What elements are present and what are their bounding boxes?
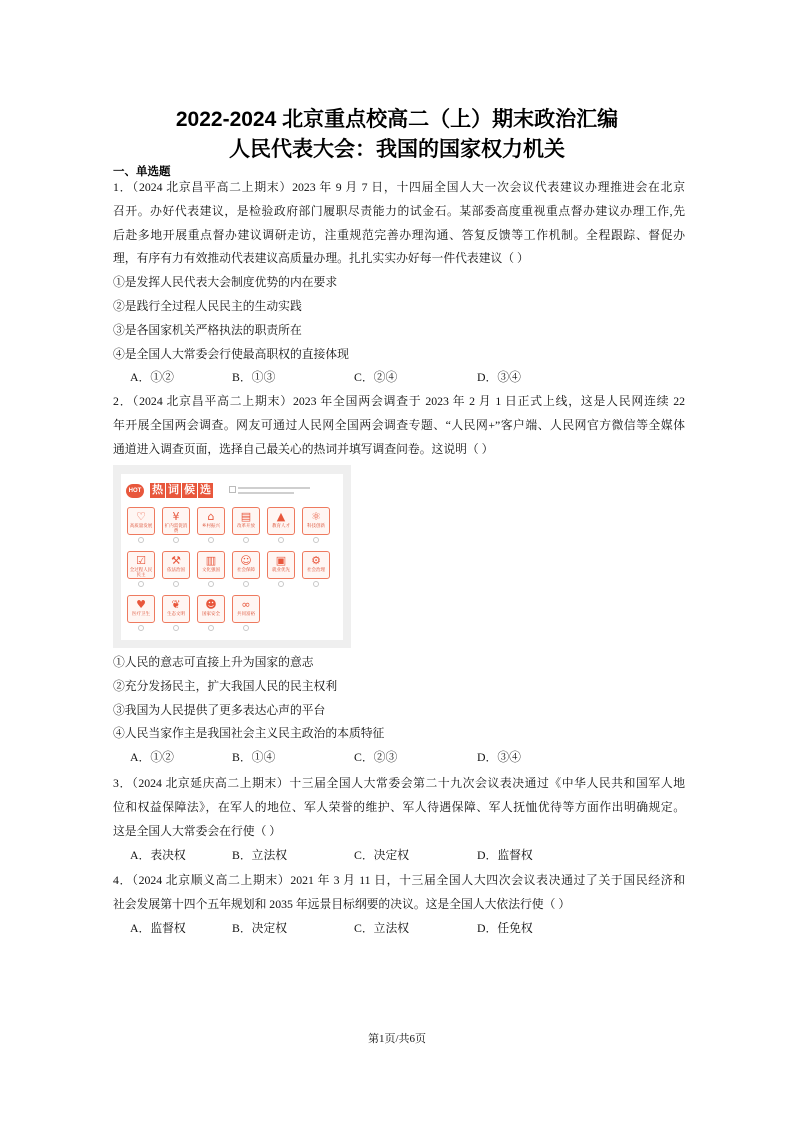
option-a: A．①② (130, 370, 174, 385)
question-1 (113, 176, 685, 390)
document-title: 2022-2024 北京重点校高二（上）期末政治汇编 (175, 108, 619, 131)
hot-word-tile (232, 551, 260, 587)
option-a: A．监督权 (130, 921, 186, 935)
hot-word-tile (232, 595, 260, 631)
question-stem-line: 后赴多地开展重点督办建议调研走访，注重规范完善办理沟通、答复反馈等工作机制。全程跟踪、督促办 (113, 227, 685, 242)
statement-3: ③我国为人民提供了更多表达心声的平台 (113, 702, 326, 717)
hot-word-tile (232, 507, 260, 543)
village-icon: ⌂ (207, 509, 215, 523)
question-stem-line: 召开。办好代表建议，是检验政府部门履职尽责能力的试金石。某部委高度重视重点督办建议办理工作,先 (113, 203, 685, 218)
question-stem-line: 位和权益保障法》，在军人的地位、军人荣誉的维护、军人待遇保障、军人抚恤优待等方面作出明确规定。 (113, 800, 685, 814)
option-a: A．表决权 (130, 848, 186, 862)
question-2 (113, 390, 685, 770)
vote-icon: ☑ (136, 553, 146, 567)
option-c: C．②④ (354, 370, 398, 385)
hot-word-tile (267, 507, 295, 543)
hot-word-tile (197, 507, 225, 543)
answer-options (113, 366, 685, 390)
radio-circle (138, 625, 144, 631)
hot-word-tile (162, 551, 190, 587)
question-stem-line: 理，有序有力有效推动代表建议高质量办理。扎扎实实办好每一件代表建议（ ） (113, 251, 529, 266)
statement-1: ①是发挥人民代表大会制度优势的内在要求 (113, 275, 338, 290)
option-b: B．立法权 (232, 848, 288, 862)
heading-char: 热 (152, 483, 163, 496)
graduation-cap-icon: ▲ (276, 509, 286, 523)
answer-options (113, 916, 685, 940)
leaf-icon: ❦ (171, 597, 181, 611)
radio-circle (243, 537, 249, 543)
question-stem-line: 通道进入调查页面，选择自己最关心的热词并填写调查问卷。这说明（ ） (113, 441, 494, 456)
hot-word-tile (162, 507, 190, 543)
option-b: B．决定权 (232, 921, 288, 935)
person-icon: ☺ (240, 553, 252, 567)
option-c: C．决定权 (354, 848, 410, 862)
statement-2: ②是践行全过程人民民主的生动实践 (113, 298, 302, 313)
hot-word-label: 生态文明 (167, 610, 185, 616)
hot-word-label: 扩内需促消费 (164, 522, 188, 533)
hot-word-label: 全过程人民民主 (129, 566, 153, 577)
radio-circle (313, 537, 319, 543)
option-b: B．①③ (232, 370, 276, 385)
radio-circle (173, 625, 179, 631)
hot-word-label: 共同富裕 (237, 610, 255, 616)
radio-circle (243, 625, 249, 631)
medical-heart-icon: ♥ (136, 597, 146, 611)
page-indicator: 第1页/共6页 (367, 1033, 427, 1045)
hot-words-heading (150, 483, 213, 499)
hot-word-label: 社会治理 (307, 566, 325, 572)
hot-word-tile (197, 551, 225, 587)
statement-3: ③是各国家机关严格执法的职责所在 (113, 322, 302, 337)
hot-words-figure (113, 465, 351, 648)
hot-word-label: 医疗卫生 (132, 610, 150, 616)
document-icon: ▤ (240, 509, 252, 523)
hot-word-tile (127, 595, 155, 631)
question-stem-line: 社会发展第十四个五年规划和 2035 年远景目标纲要的决议。这是全国人大依法行使（ ） (113, 897, 571, 911)
radio-circle (208, 625, 214, 631)
hot-word-label: 文化强国 (202, 566, 220, 572)
document-subtitle: 人民代表大会：我国的国家权力机关 (229, 138, 565, 161)
hint-text-line (238, 492, 294, 494)
shield-document-icon: ♡ (136, 509, 146, 523)
option-c: C．立法权 (354, 921, 410, 935)
hot-word-tile (127, 507, 155, 543)
answer-options (113, 746, 685, 770)
radio-circle (243, 581, 249, 587)
heading-char: 词 (168, 483, 179, 496)
money-icon: ¥ (172, 509, 180, 523)
hot-word-label: 改革开放 (237, 522, 255, 528)
hot-word-label: 科技创新 (307, 522, 325, 528)
statement-4: ④人民当家作主是我国社会主义民主政治的本质特征 (113, 726, 385, 741)
option-a: A．①② (130, 750, 174, 765)
hot-word-tile (162, 595, 190, 631)
question-stem-line: 4．（2024 北京顺义高二上期末）2021 年 3 月 11 日，十三届全国人大四次会议表决通过了关于国民经济和 (113, 873, 685, 887)
radio-circle (313, 581, 319, 587)
hot-word-label: 教育人才 (272, 522, 290, 528)
book-icon: ▥ (205, 553, 217, 567)
radio-circle (208, 581, 214, 587)
heading-char: 选 (200, 483, 211, 496)
radio-circle (173, 537, 179, 543)
radio-circle (138, 581, 144, 587)
hot-word-tile (267, 551, 295, 587)
option-d: D．任免权 (477, 921, 533, 935)
option-d: D．③④ (477, 750, 521, 765)
question-stem-line: 这是全国人大常委会在行使（ ） (113, 824, 282, 838)
rings-icon: ∞ (241, 597, 251, 611)
heading-char: 候 (184, 483, 195, 496)
radio-circle (138, 537, 144, 543)
section-heading: 一、单选题 (113, 166, 171, 178)
hot-word-grid (127, 507, 330, 631)
radio-circle (208, 537, 214, 543)
atom-icon: ⚛ (311, 509, 321, 523)
hot-words-panel (121, 474, 343, 640)
hint-text-line (238, 487, 310, 489)
police-icon: ☻ (205, 597, 217, 611)
gear-icon: ⚙ (311, 553, 321, 567)
statement-2: ②充分发扬民主，扩大我国人民的民主权利 (113, 678, 338, 693)
statement-1: ①人民的意志可直接上升为国家的意志 (113, 654, 314, 669)
hot-word-label: 乡村振兴 (202, 522, 220, 528)
radio-circle (278, 537, 284, 543)
option-c: C．②③ (354, 750, 398, 765)
hot-word-label: 依法治国 (167, 566, 185, 572)
radio-circle (278, 581, 284, 587)
gavel-icon: ⚒ (171, 553, 181, 567)
briefcase-icon: ▣ (275, 553, 287, 567)
question-stem-line: 2．（2024 北京昌平高二上期末）2023 年全国两会调查于 2023 年 2 月 1 日正式上线，这是人民网连续 22 (113, 394, 685, 408)
info-icon (229, 486, 236, 493)
radio-circle (173, 581, 179, 587)
option-d: D．③④ (477, 370, 521, 385)
option-b: B．①④ (232, 750, 276, 765)
hot-word-label: 社会保障 (237, 566, 255, 572)
hot-word-label: 高质量发展 (129, 522, 153, 528)
question-stem-line: 3．（2024 北京延庆高二上期末）十三届全国人大常委会第二十九次会议表决通过《中华人民共和国军人地 (113, 776, 685, 790)
statement-4: ④是全国人大常委会行使最高职权的直接体现 (113, 346, 349, 361)
question-stem-line: 年开展全国两会调查。网友可通过人民网全国两会调查专题、“人民网+”客户端、人民网官方微信等全媒体 (113, 417, 685, 432)
hot-word-label: 就业优先 (272, 566, 290, 572)
question-stem-line: 1．（2024 北京昌平高二上期末）2023 年 9 月 7 日，十四届全国人大一次会议代表建议办理推进会在北京 (113, 180, 685, 194)
hot-word-tile (302, 507, 330, 543)
option-d: D．监督权 (477, 848, 533, 862)
hot-word-tile (197, 595, 225, 631)
question-3 (113, 771, 685, 867)
hot-word-tile (302, 551, 330, 587)
answer-options (113, 843, 685, 867)
question-4 (113, 868, 685, 940)
hot-badge: HOT (126, 484, 144, 498)
hot-word-label: 国家安全 (202, 610, 220, 616)
hot-word-tile (127, 551, 155, 587)
